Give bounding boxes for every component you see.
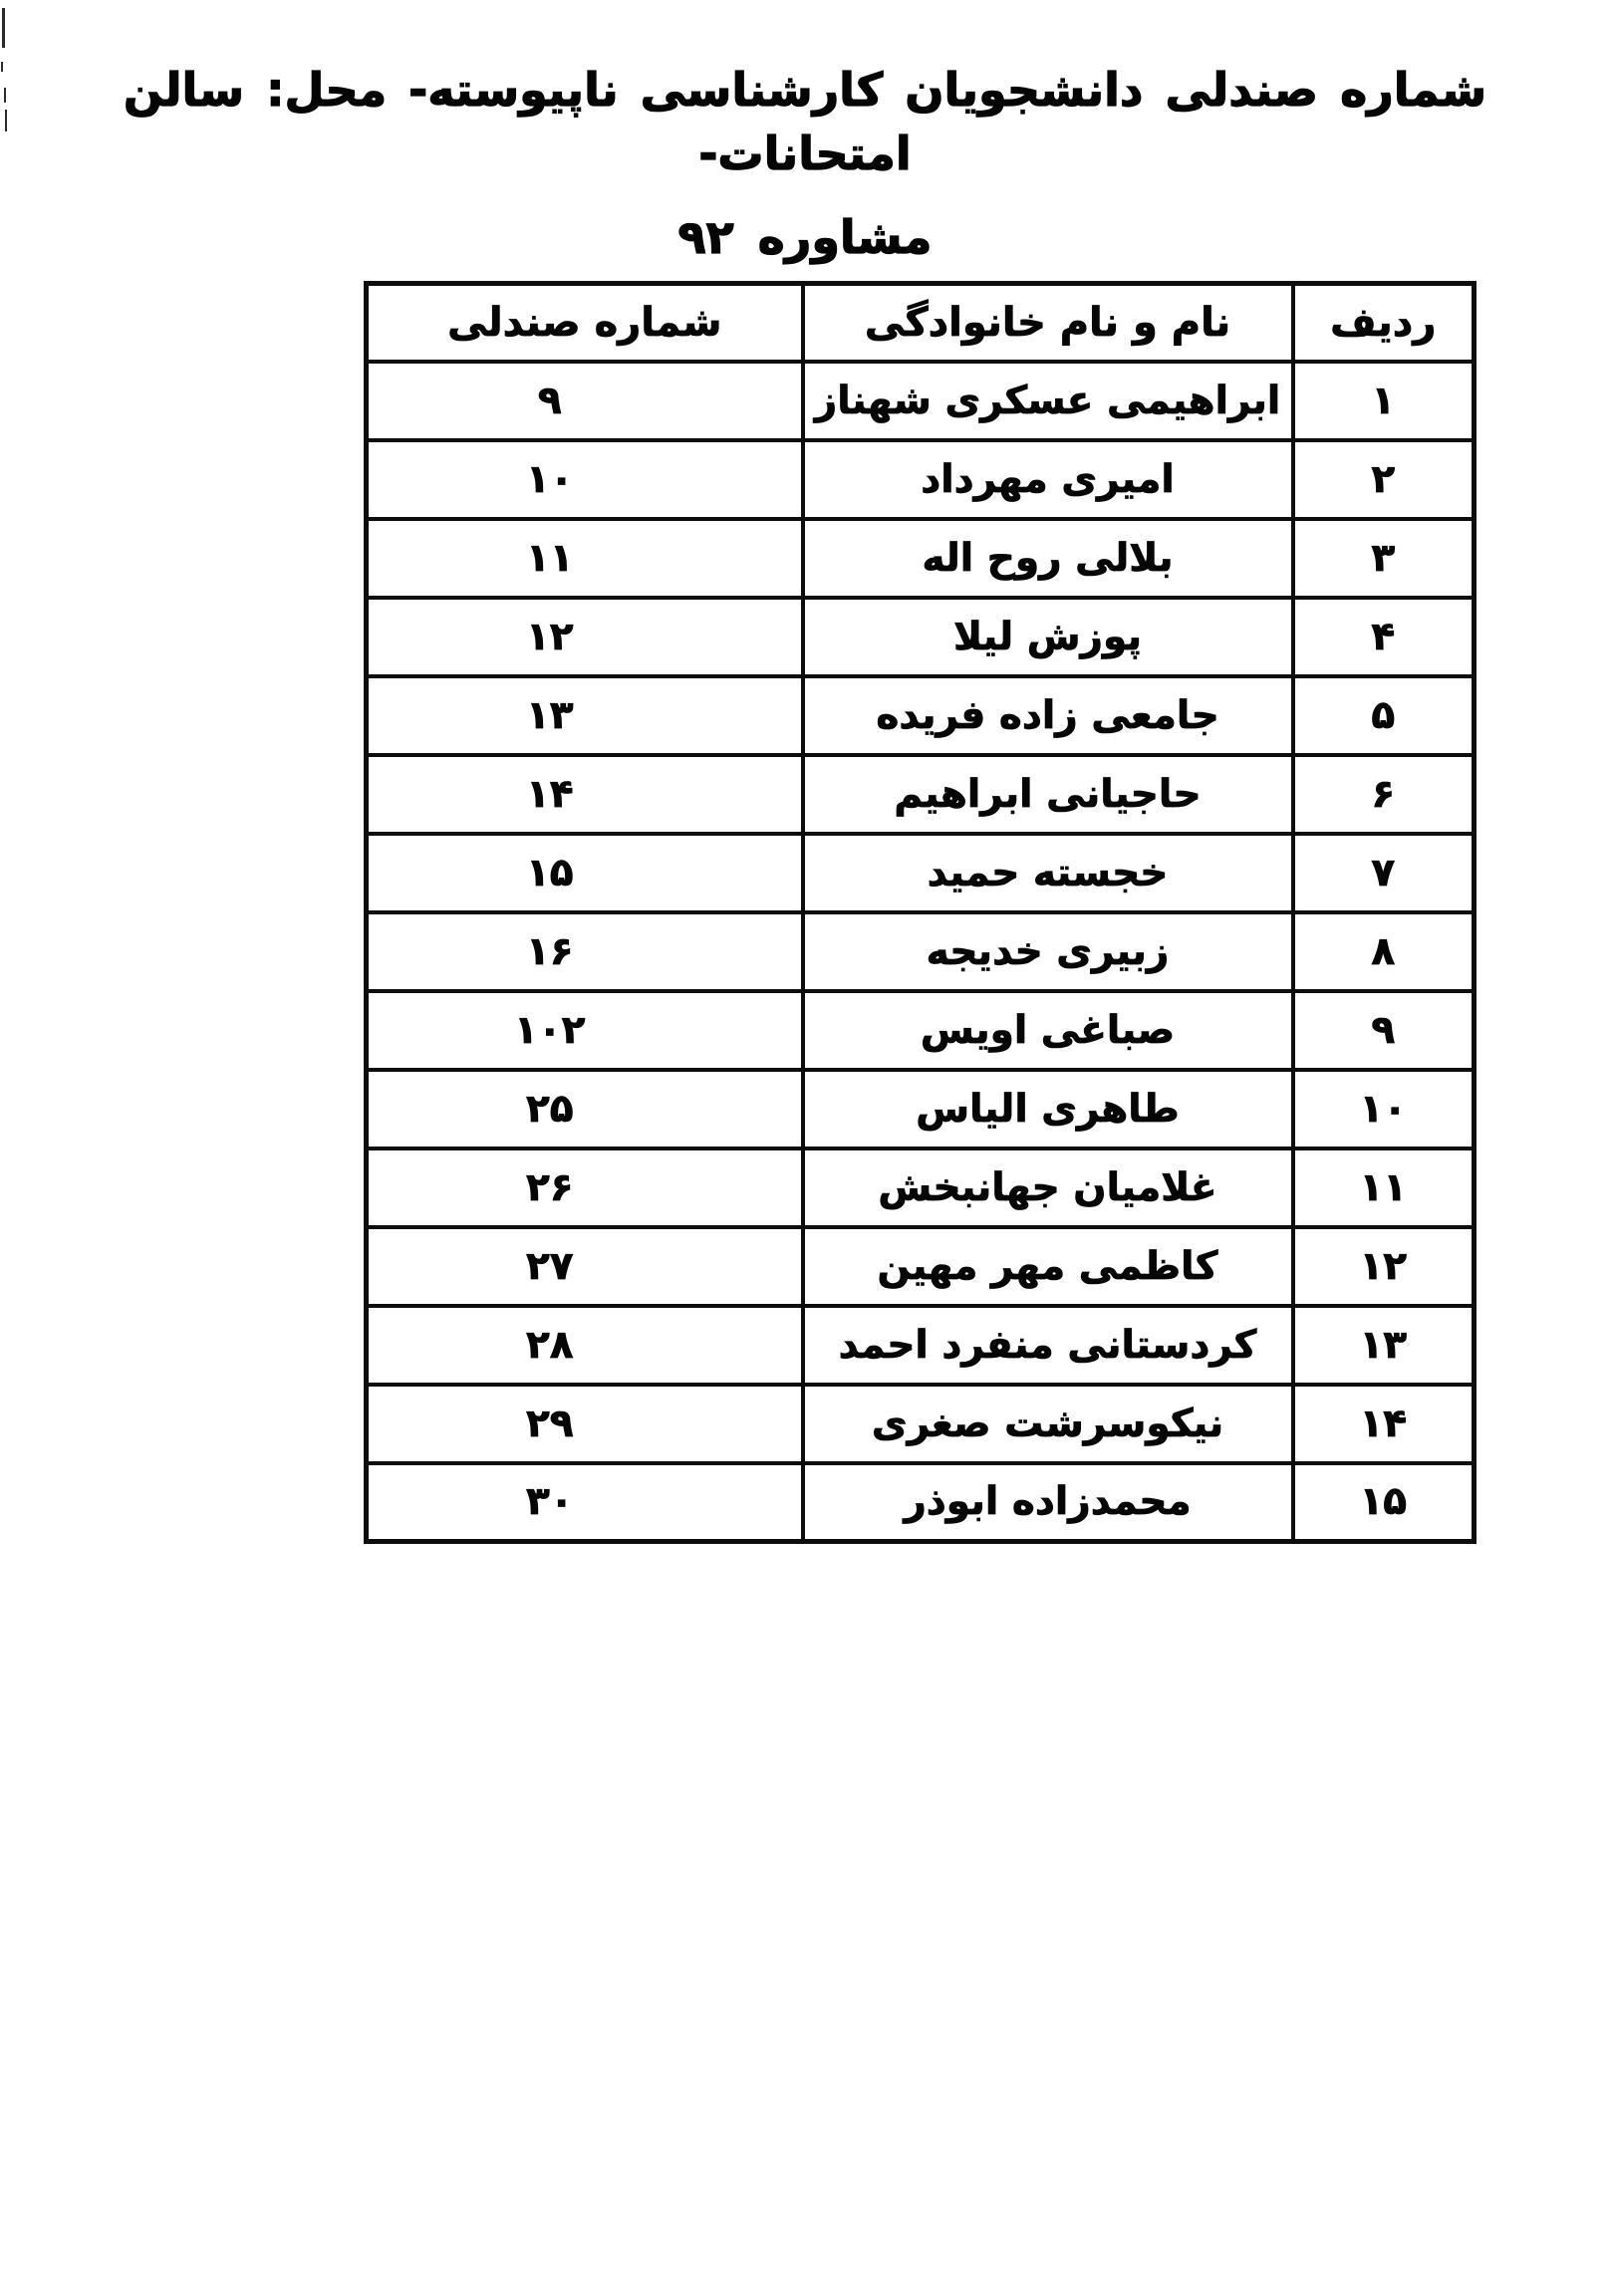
cell-seat: ۱۱: [367, 519, 803, 598]
cell-seat: ۲۸: [367, 1306, 803, 1385]
cell-row: ۴: [1293, 598, 1475, 676]
cell-seat: ۲۹: [367, 1385, 803, 1463]
table-row: [367, 1148, 1475, 1227]
scan-artifact: [5, 110, 7, 131]
seating-table-header: [367, 284, 1475, 362]
cell-row: ۱۰: [1293, 1070, 1475, 1148]
header-cell-name: نام و نام خانوادگی: [803, 284, 1293, 362]
table-row: [367, 912, 1475, 991]
cell-row: ۱۵: [1293, 1463, 1475, 1542]
cell-seat: ۱۲: [367, 598, 803, 676]
cell-seat: ۳۰: [367, 1463, 803, 1542]
table-row: [367, 1385, 1475, 1463]
cell-row: ۹: [1293, 991, 1475, 1070]
cell-seat: ۱۴: [367, 755, 803, 834]
table-body: [367, 362, 1475, 1542]
cell-name: زبیری خدیجه: [803, 912, 1293, 991]
header-cell-row: ردیف: [1293, 284, 1475, 362]
cell-row: ۱۱: [1293, 1148, 1475, 1227]
seating-table: [364, 281, 1476, 1544]
scan-artifact: [2, 8, 5, 48]
table-row: [367, 1070, 1475, 1148]
document-title-line2: مشاوره ۹۲: [677, 210, 933, 264]
cell-name: کاظمی مهر مهین: [803, 1227, 1293, 1306]
cell-row: ۲: [1293, 440, 1475, 519]
header-cell-seat: شماره صندلی: [367, 284, 803, 362]
cell-name: محمدزاده ابوذر: [803, 1463, 1293, 1542]
cell-seat: ۱۰: [367, 440, 803, 519]
cell-name: ابراهیمی عسکری شهناز: [803, 362, 1293, 440]
cell-seat: ۲۷: [367, 1227, 803, 1306]
table-row: [367, 834, 1475, 912]
cell-name: صباغی اویس: [803, 991, 1293, 1070]
cell-row: ۶: [1293, 755, 1475, 834]
table-row: [367, 676, 1475, 755]
cell-name: امیری مهرداد: [803, 440, 1293, 519]
cell-seat: ۲۵: [367, 1070, 803, 1148]
document-title: [110, 58, 1500, 267]
cell-row: ۷: [1293, 834, 1475, 912]
cell-row: ۱۲: [1293, 1227, 1475, 1306]
cell-row: ۵: [1293, 676, 1475, 755]
cell-seat: ۱۰۲: [367, 991, 803, 1070]
table-row: [367, 598, 1475, 676]
cell-name: طاهری الیاس: [803, 1070, 1293, 1148]
table-row: [367, 1463, 1475, 1542]
cell-name: خجسته حمید: [803, 834, 1293, 912]
cell-seat: ۹: [367, 362, 803, 440]
cell-name: غلامیان جهانبخش: [803, 1148, 1293, 1227]
cell-name: کردستانی منفرد احمد: [803, 1306, 1293, 1385]
header-row: [367, 284, 1475, 362]
cell-row: ۳: [1293, 519, 1475, 598]
document-title-line1: شماره صندلی دانشجویان کارشناسی ناپیوسته- محل: سالن امتحانات-: [123, 63, 1487, 180]
table-row: [367, 362, 1475, 440]
cell-name: بلالی روح اله: [803, 519, 1293, 598]
cell-name: نیکوسرشت صغری: [803, 1385, 1293, 1463]
cell-seat: ۱۳: [367, 676, 803, 755]
cell-name: حاجیانی ابراهیم: [803, 755, 1293, 834]
table-row: [367, 1306, 1475, 1385]
cell-seat: ۱۶: [367, 912, 803, 991]
cell-name: پوزش لیلا: [803, 598, 1293, 676]
cell-name: جامعی زاده فریده: [803, 676, 1293, 755]
table-row: [367, 519, 1475, 598]
cell-row: ۱: [1293, 362, 1475, 440]
table-row: [367, 991, 1475, 1070]
cell-row: ۸: [1293, 912, 1475, 991]
table-row: [367, 1227, 1475, 1306]
table-row: [367, 755, 1475, 834]
scan-artifact: [4, 88, 6, 103]
cell-seat: ۲۶: [367, 1148, 803, 1227]
cell-row: ۱۳: [1293, 1306, 1475, 1385]
cell-seat: ۱۵: [367, 834, 803, 912]
table-row: [367, 440, 1475, 519]
scan-artifact: [1, 62, 3, 72]
cell-row: ۱۴: [1293, 1385, 1475, 1463]
